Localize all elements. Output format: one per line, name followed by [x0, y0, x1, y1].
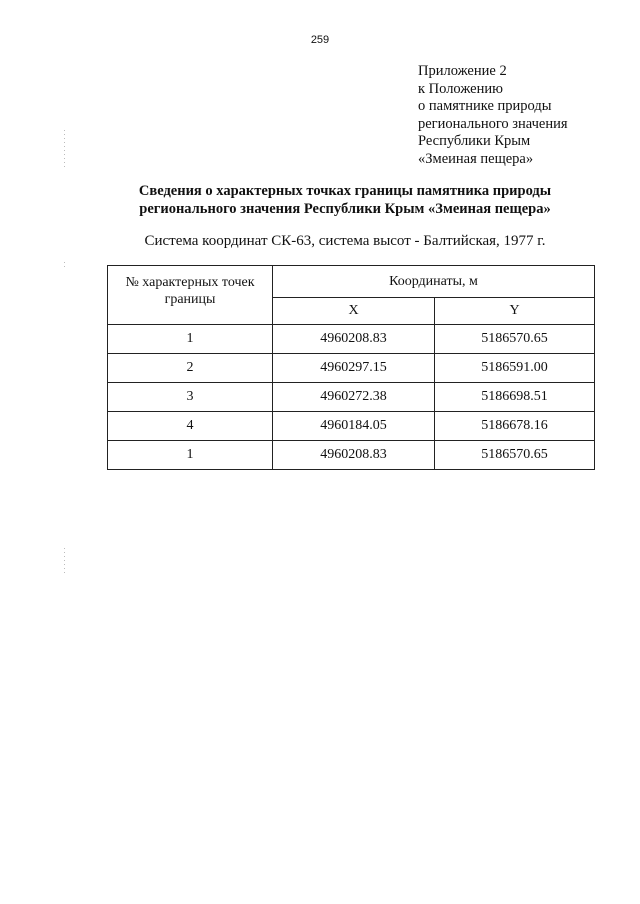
title-line: Сведения о характерных точках границы памятника природы — [138, 183, 552, 199]
scan-artifact — [64, 130, 65, 170]
cell-point: 2 — [108, 354, 273, 383]
coordinate-system-note: Система координат СК-63, система высот - Балтийская, 1977 г. — [144, 233, 546, 249]
coordinates-table — [107, 265, 595, 470]
cell-y: 5186591.00 — [435, 354, 595, 383]
appendix-line: к Положению — [418, 80, 503, 97]
appendix-line: о памятнике природы — [418, 98, 552, 114]
header-x: X — [273, 298, 435, 325]
cell-x: 4960208.83 — [273, 441, 435, 470]
table-row — [108, 412, 595, 441]
table-row — [108, 325, 595, 354]
title-line: регионального значения Республики Крым «Змеиная пещера» — [139, 201, 551, 217]
appendix-line: регионального значения — [418, 115, 568, 132]
page-number: 259 — [310, 34, 330, 46]
header-y: Y — [435, 298, 595, 325]
cell-point: 1 — [108, 325, 273, 354]
cell-y: 5186570.65 — [435, 441, 595, 470]
header-point-number: № характерных точек границы — [108, 266, 273, 325]
table-row — [108, 354, 595, 383]
cell-y: 5186570.65 — [435, 325, 595, 354]
cell-x: 4960297.15 — [273, 354, 435, 383]
appendix-line: Республики Крым — [418, 133, 531, 149]
table-row — [108, 441, 595, 470]
cell-x: 4960272.38 — [273, 383, 435, 412]
document-title — [0, 182, 640, 218]
cell-point: 4 — [108, 412, 273, 441]
header-coordinates: Координаты, м — [273, 266, 595, 298]
cell-y: 5186678.16 — [435, 412, 595, 441]
cell-point: 3 — [108, 383, 273, 412]
scan-artifact — [64, 548, 65, 576]
cell-y: 5186698.51 — [435, 383, 595, 412]
cell-x: 4960184.05 — [273, 412, 435, 441]
cell-x: 4960208.83 — [273, 325, 435, 354]
table-row — [108, 383, 595, 412]
cell-point: 1 — [108, 441, 273, 470]
appendix-line: Приложение 2 — [418, 63, 507, 79]
appendix-reference — [418, 63, 568, 168]
appendix-line: «Змеиная пещера» — [418, 150, 534, 167]
scan-artifact — [64, 262, 65, 270]
